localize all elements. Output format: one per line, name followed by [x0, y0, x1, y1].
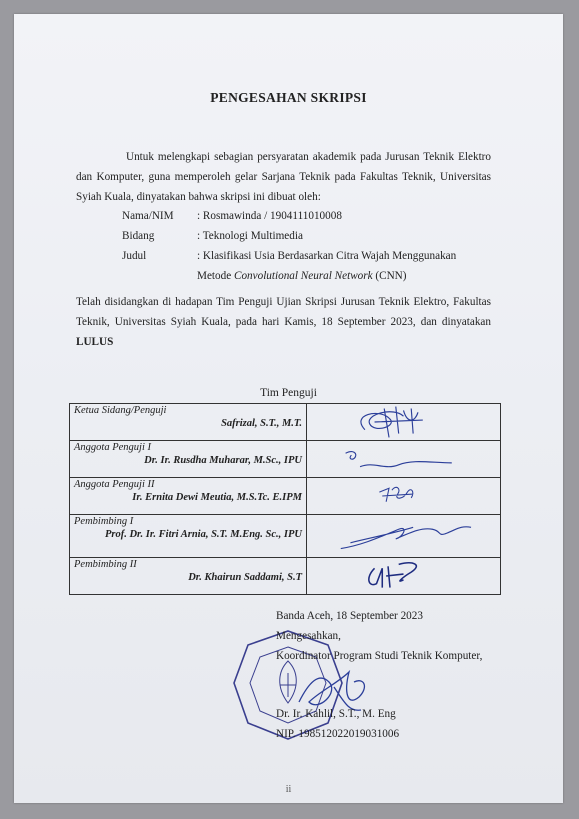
examiner-cell	[70, 441, 307, 478]
examiner-role: Ketua Sidang/Penguji	[74, 405, 167, 416]
examiner-name: Dr. Khairun Saddami, S.T	[188, 572, 302, 583]
document-page	[14, 14, 563, 803]
signature-cell	[307, 404, 501, 441]
table-row	[70, 441, 501, 478]
place-date: Banda Aceh, 18 September 2023	[276, 610, 423, 622]
name-value: : Rosmawinda / 1904111010008	[197, 210, 342, 222]
signature-3	[307, 478, 500, 514]
table-row	[70, 404, 501, 441]
table-row	[70, 478, 501, 515]
intro-paragraph: Untuk melengkapi sebagian persyaratan akademik pada Jurusan Teknik Elektro dan Komputer, guna memperoleh gelar Sarjana Teknik pada Fakultas Teknik, Universitas Syiah Kuala, dinyatakan bahwa skripsi ini dibuat oleh:	[76, 151, 491, 203]
signature-1	[307, 404, 500, 440]
examiner-role: Anggota Penguji II	[74, 479, 155, 490]
signature-2	[307, 441, 500, 477]
student-info	[122, 206, 492, 286]
statement-text: Telah disidangkan di hadapan Tim Penguji Ujian Skripsi Jurusan Teknik Elektro, Fakultas Teknik, Universitas Syiah Kuala, pada hari Kamis, 18 September 2023, dan dinyatakan	[76, 296, 491, 328]
signature-4	[307, 515, 500, 557]
thesis-title-suffix: (CNN)	[372, 270, 407, 282]
coordinator-nip: NIP. 198512022019031006	[276, 728, 400, 740]
examiner-role: Pembimbing II	[74, 559, 137, 570]
examiner-role: Anggota Penguji I	[74, 442, 151, 453]
signature-cell	[307, 558, 501, 595]
title-row	[122, 246, 492, 266]
examiner-cell	[70, 478, 307, 515]
page-title: PENGESAHAN SKRIPSI	[210, 90, 367, 105]
thesis-title-continuation	[122, 266, 492, 286]
examiner-name: Ir. Ernita Dewi Meutia, M.S.Tc. E.IPM	[132, 492, 302, 503]
thesis-title-prefix: Metode	[197, 270, 234, 282]
signature-cell	[307, 515, 501, 558]
examiner-table	[69, 403, 501, 595]
coordinator-name: Dr. Ir. Kahlil, S.T., M. Eng	[276, 708, 396, 720]
statement-result: LULUS	[76, 336, 114, 348]
examiner-role: Pembimbing I	[74, 516, 134, 527]
examiner-name: Dr. Ir. Rusdha Muharar, M.Sc., IPU	[144, 455, 302, 466]
thesis-title-label: Judul	[122, 250, 147, 262]
thesis-title-italic: Convolutional Neural Network	[233, 270, 373, 282]
examiner-cell	[70, 558, 307, 595]
statement-paragraph	[76, 292, 491, 352]
coordinator-title: Koordinator Program Studi Teknik Komputer,	[276, 650, 483, 662]
table-row	[70, 515, 501, 558]
field-label: Bidang	[122, 230, 155, 242]
name-row	[122, 206, 492, 226]
examiner-cell	[70, 515, 307, 558]
field-value: : Teknologi Multimedia	[197, 230, 303, 242]
team-title: Tim Penguji	[260, 387, 317, 399]
field-row	[122, 226, 492, 246]
approval-label: Mengesahkan,	[276, 630, 341, 642]
signature-cell	[307, 478, 501, 515]
approval-block	[276, 606, 482, 744]
signature-5	[307, 558, 500, 594]
signature-space	[276, 666, 482, 704]
examiner-name: Safrizal, S.T., M.T.	[221, 418, 302, 429]
examiner-cell	[70, 404, 307, 441]
table-row	[70, 558, 501, 595]
signature-cell	[307, 441, 501, 478]
thesis-title-value: : Klasifikasi Usia Berdasarkan Citra Wajah Menggunakan	[197, 250, 457, 262]
page-number: ii	[285, 784, 292, 795]
name-label: Nama/NIM	[122, 210, 174, 222]
examiner-name: Prof. Dr. Ir. Fitri Arnia, S.T. M.Eng. Sc., IPU	[104, 529, 302, 540]
